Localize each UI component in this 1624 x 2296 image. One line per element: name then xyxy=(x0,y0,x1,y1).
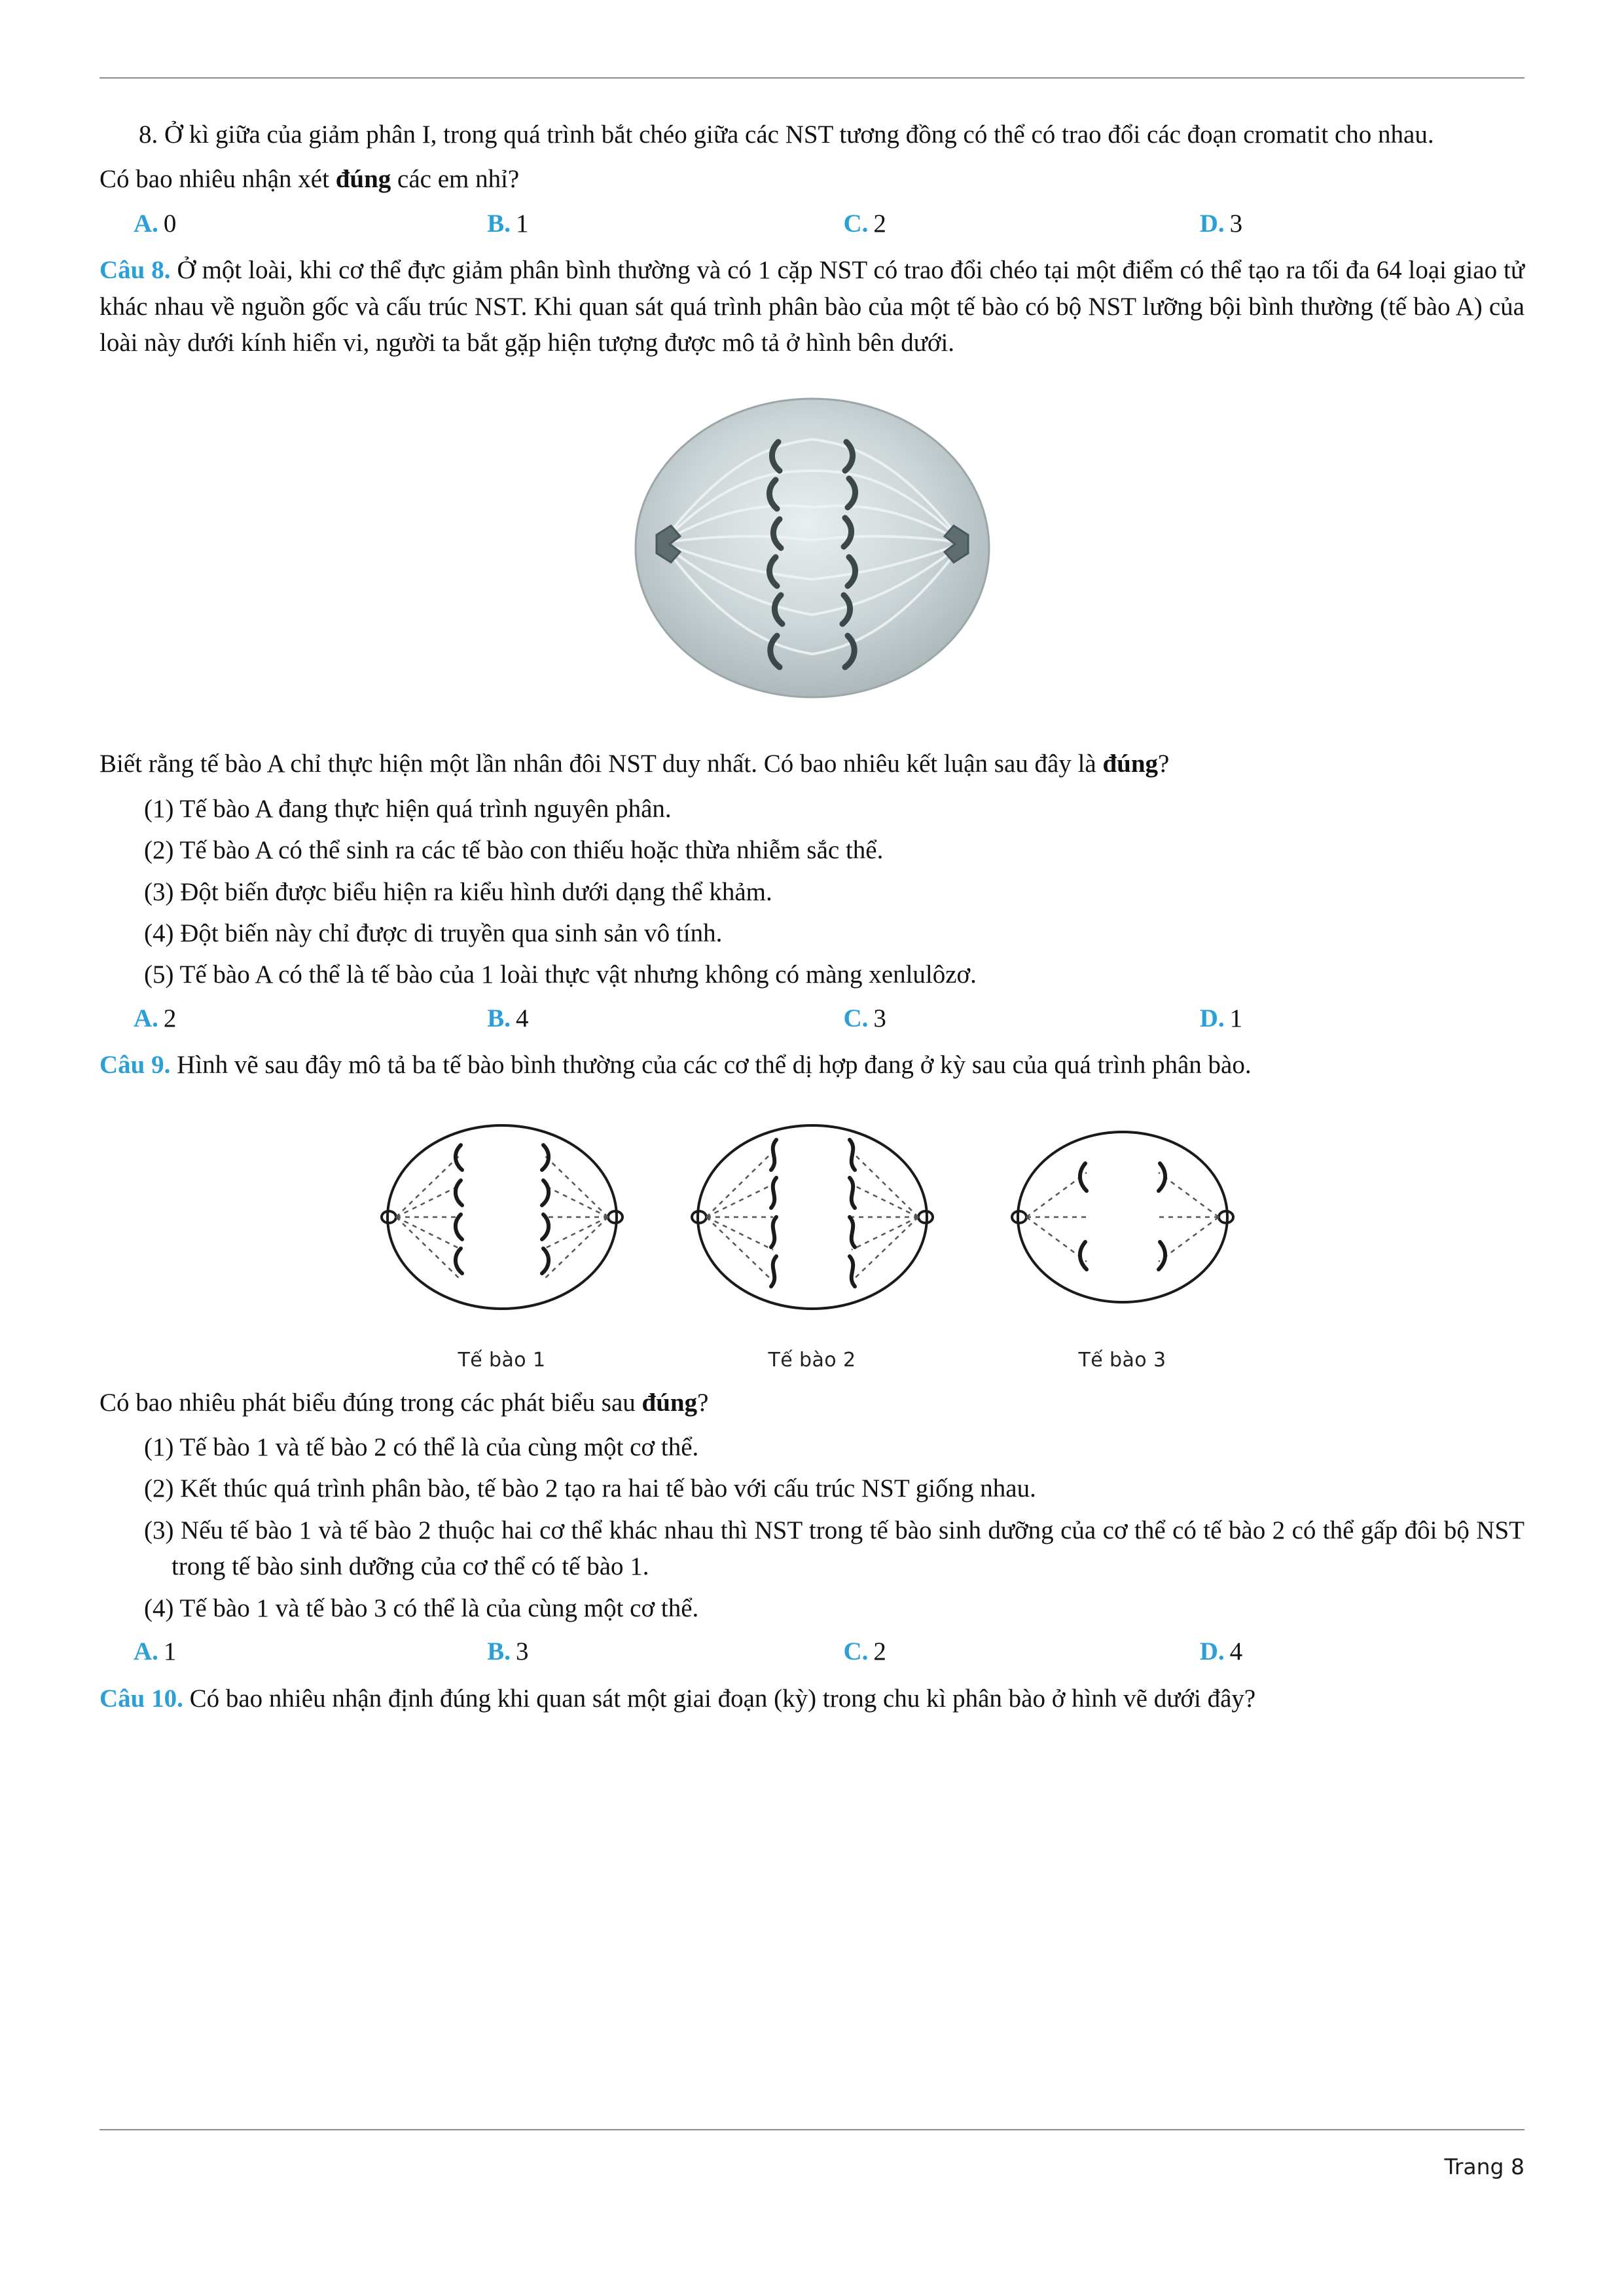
answer-value: 2 xyxy=(873,1637,886,1666)
question-10-label: Câu 10. xyxy=(99,1684,183,1713)
question-10-body: Có bao nhiêu nhận định đúng khi quan sát một giai đoạn (kỳ) trong chu kì phân bào ở hình vẽ dưới đây? xyxy=(183,1684,1256,1713)
answer-key: C. xyxy=(843,1637,869,1666)
answer-option-c[interactable] xyxy=(812,1634,1168,1670)
answer-key: D. xyxy=(1199,1637,1225,1666)
cell-1-svg xyxy=(361,1099,643,1341)
answer-option-d[interactable] xyxy=(1168,1001,1525,1037)
answer-key: C. xyxy=(843,209,869,238)
list-item: 8. Ở kì giữa của giảm phân I, trong quá trình bắt chéo giữa các NST tương đồng có thể có trao đổi các đoạn cromatit cho nhau. xyxy=(139,120,1434,149)
statement-item: (3) Đột biến được biểu hiện ra kiểu hình dưới dạng thể khảm. xyxy=(144,877,772,906)
prompt-tail: các em nhỉ? xyxy=(391,165,520,194)
prompt-bold: đúng xyxy=(335,165,391,194)
question-9-label: Câu 9. xyxy=(99,1051,171,1080)
answer-option-a[interactable] xyxy=(99,206,456,242)
answer-option-b[interactable] xyxy=(456,1001,812,1037)
prompt-head: Có bao nhiêu nhận xét xyxy=(99,165,336,194)
prompt-head: Có bao nhiêu phát biểu đúng trong các phát biểu sau xyxy=(99,1388,642,1417)
header-divider xyxy=(99,77,1525,79)
answer-key: D. xyxy=(1199,209,1225,238)
prompt-bold: đúng xyxy=(641,1388,698,1417)
answer-options-row xyxy=(99,1634,1525,1670)
answer-option-d[interactable] xyxy=(1168,1634,1525,1670)
followup-tail: ? xyxy=(1158,750,1170,778)
answer-value: 1 xyxy=(516,209,529,238)
figure-cell-micrograph xyxy=(99,379,1525,720)
cell-2-svg xyxy=(672,1099,953,1341)
answer-options-row xyxy=(99,206,1525,242)
answer-option-c[interactable] xyxy=(812,206,1168,242)
cell-caption: Tế bào 2 xyxy=(768,1348,856,1372)
answer-option-b[interactable] xyxy=(456,206,812,242)
answer-value: 3 xyxy=(873,1004,886,1032)
answer-option-c[interactable] xyxy=(812,1001,1168,1037)
question-8-followup xyxy=(99,746,1525,782)
micrograph-svg xyxy=(616,379,1009,720)
page-number: Trang 8 xyxy=(1444,2154,1525,2179)
statement-item: (2) Tế bào A có thể sinh ra các tế bào con thiếu hoặc thừa nhiễm sắc thể. xyxy=(144,836,884,865)
followup-head: Biết rằng tế bào A chỉ thực hiện một lần nhân đôi NST duy nhất. Có bao nhiêu kết luận sau đây là xyxy=(99,750,1103,778)
answer-value: 4 xyxy=(516,1004,529,1032)
answer-value: 1 xyxy=(1229,1004,1243,1032)
answer-key: B. xyxy=(487,1004,511,1032)
answer-value: 1 xyxy=(163,1637,177,1666)
question-9-text xyxy=(99,1047,1525,1083)
answer-option-d[interactable] xyxy=(1168,206,1525,242)
statement-item: (2) Kết thúc quá trình phân bào, tế bào 2 tạo ra hai tế bào với cấu trúc NST giống nhau. xyxy=(144,1474,1036,1503)
question-8-label: Câu 8. xyxy=(99,256,171,285)
figure-three-cells xyxy=(99,1099,1525,1372)
answer-value: 2 xyxy=(163,1004,177,1032)
answer-options-row xyxy=(99,1001,1525,1037)
question-9-prompt xyxy=(99,1385,1525,1421)
prompt-count-correct xyxy=(99,161,1525,197)
question-9-body: Hình vẽ sau đây mô tả ba tế bào bình thường của các cơ thể dị hợp đang ở kỳ sau của quá trình phân bào. xyxy=(170,1051,1252,1080)
page-content xyxy=(99,117,1525,1751)
statement-item: (4) Tế bào 1 và tế bào 3 có thể là của cùng một cơ thể. xyxy=(144,1594,699,1622)
answer-value: 4 xyxy=(1229,1637,1243,1666)
answer-option-b[interactable] xyxy=(456,1634,812,1670)
question-10-text xyxy=(99,1681,1525,1717)
followup-bold: đúng xyxy=(1102,750,1159,778)
question-8-text xyxy=(99,252,1525,361)
answer-key: B. xyxy=(487,209,511,238)
cell-diagram-3 xyxy=(982,1099,1263,1372)
cell-diagram-2 xyxy=(672,1099,953,1372)
cell-3-svg xyxy=(982,1099,1263,1341)
answer-key: A. xyxy=(134,1637,158,1666)
answer-value: 2 xyxy=(873,209,886,238)
statement-item: (1) Tế bào A đang thực hiện quá trình nguyên phân. xyxy=(144,794,672,823)
answer-key: A. xyxy=(134,209,158,238)
prompt-tail: ? xyxy=(697,1388,709,1417)
answer-key: A. xyxy=(134,1004,158,1032)
bottom-spacer xyxy=(99,1725,1525,1751)
cell-diagram-row xyxy=(99,1099,1525,1372)
answer-option-a[interactable] xyxy=(99,1634,456,1670)
statement-item: (5) Tế bào A có thể là tế bào của 1 loài thực vật nhưng không có màng xenlulôzơ. xyxy=(144,960,977,989)
statement-item: (3) Nếu tế bào 1 và tế bào 2 thuộc hai cơ thể khác nhau thì NST trong tế bào sinh dưỡng của cơ thể có tế bào 2 có thể gấp đôi bộ NST trong tế bào sinh dưỡng của cơ thể có tế bào 1. xyxy=(144,1516,1525,1581)
statement-item: (4) Đột biến này chỉ được di truyền qua sinh sản vô tính. xyxy=(144,919,723,947)
cell-caption: Tế bào 1 xyxy=(458,1348,546,1372)
question-8-body: Ở một loài, khi cơ thể đực giảm phân bình thường và có 1 cặp NST có trao đổi chéo tại một điểm có thể tạo ra tối đa 64 loại giao tử khác nhau về nguồn gốc và cấu trúc NST. Khi quan sát quá trình phân bào của một tế bào có bộ NST lưỡng bội bình thường (tế bào A) của loài này dưới kính hiển vi, người ta bắt gặp hiện tượng được mô tả ở hình bên dưới. xyxy=(99,256,1525,357)
footer-divider xyxy=(99,2129,1525,2130)
answer-value: 3 xyxy=(516,1637,529,1666)
answer-key: D. xyxy=(1199,1004,1225,1032)
statement-item: (1) Tế bào 1 và tế bào 2 có thể là của cùng một cơ thể. xyxy=(144,1433,699,1462)
answer-value: 3 xyxy=(1229,209,1243,238)
cell-caption: Tế bào 3 xyxy=(1078,1348,1166,1372)
answer-value: 0 xyxy=(163,209,177,238)
cell-diagram-1 xyxy=(361,1099,643,1372)
answer-key: C. xyxy=(843,1004,869,1032)
answer-option-a[interactable] xyxy=(99,1001,456,1037)
answer-key: B. xyxy=(487,1637,511,1666)
